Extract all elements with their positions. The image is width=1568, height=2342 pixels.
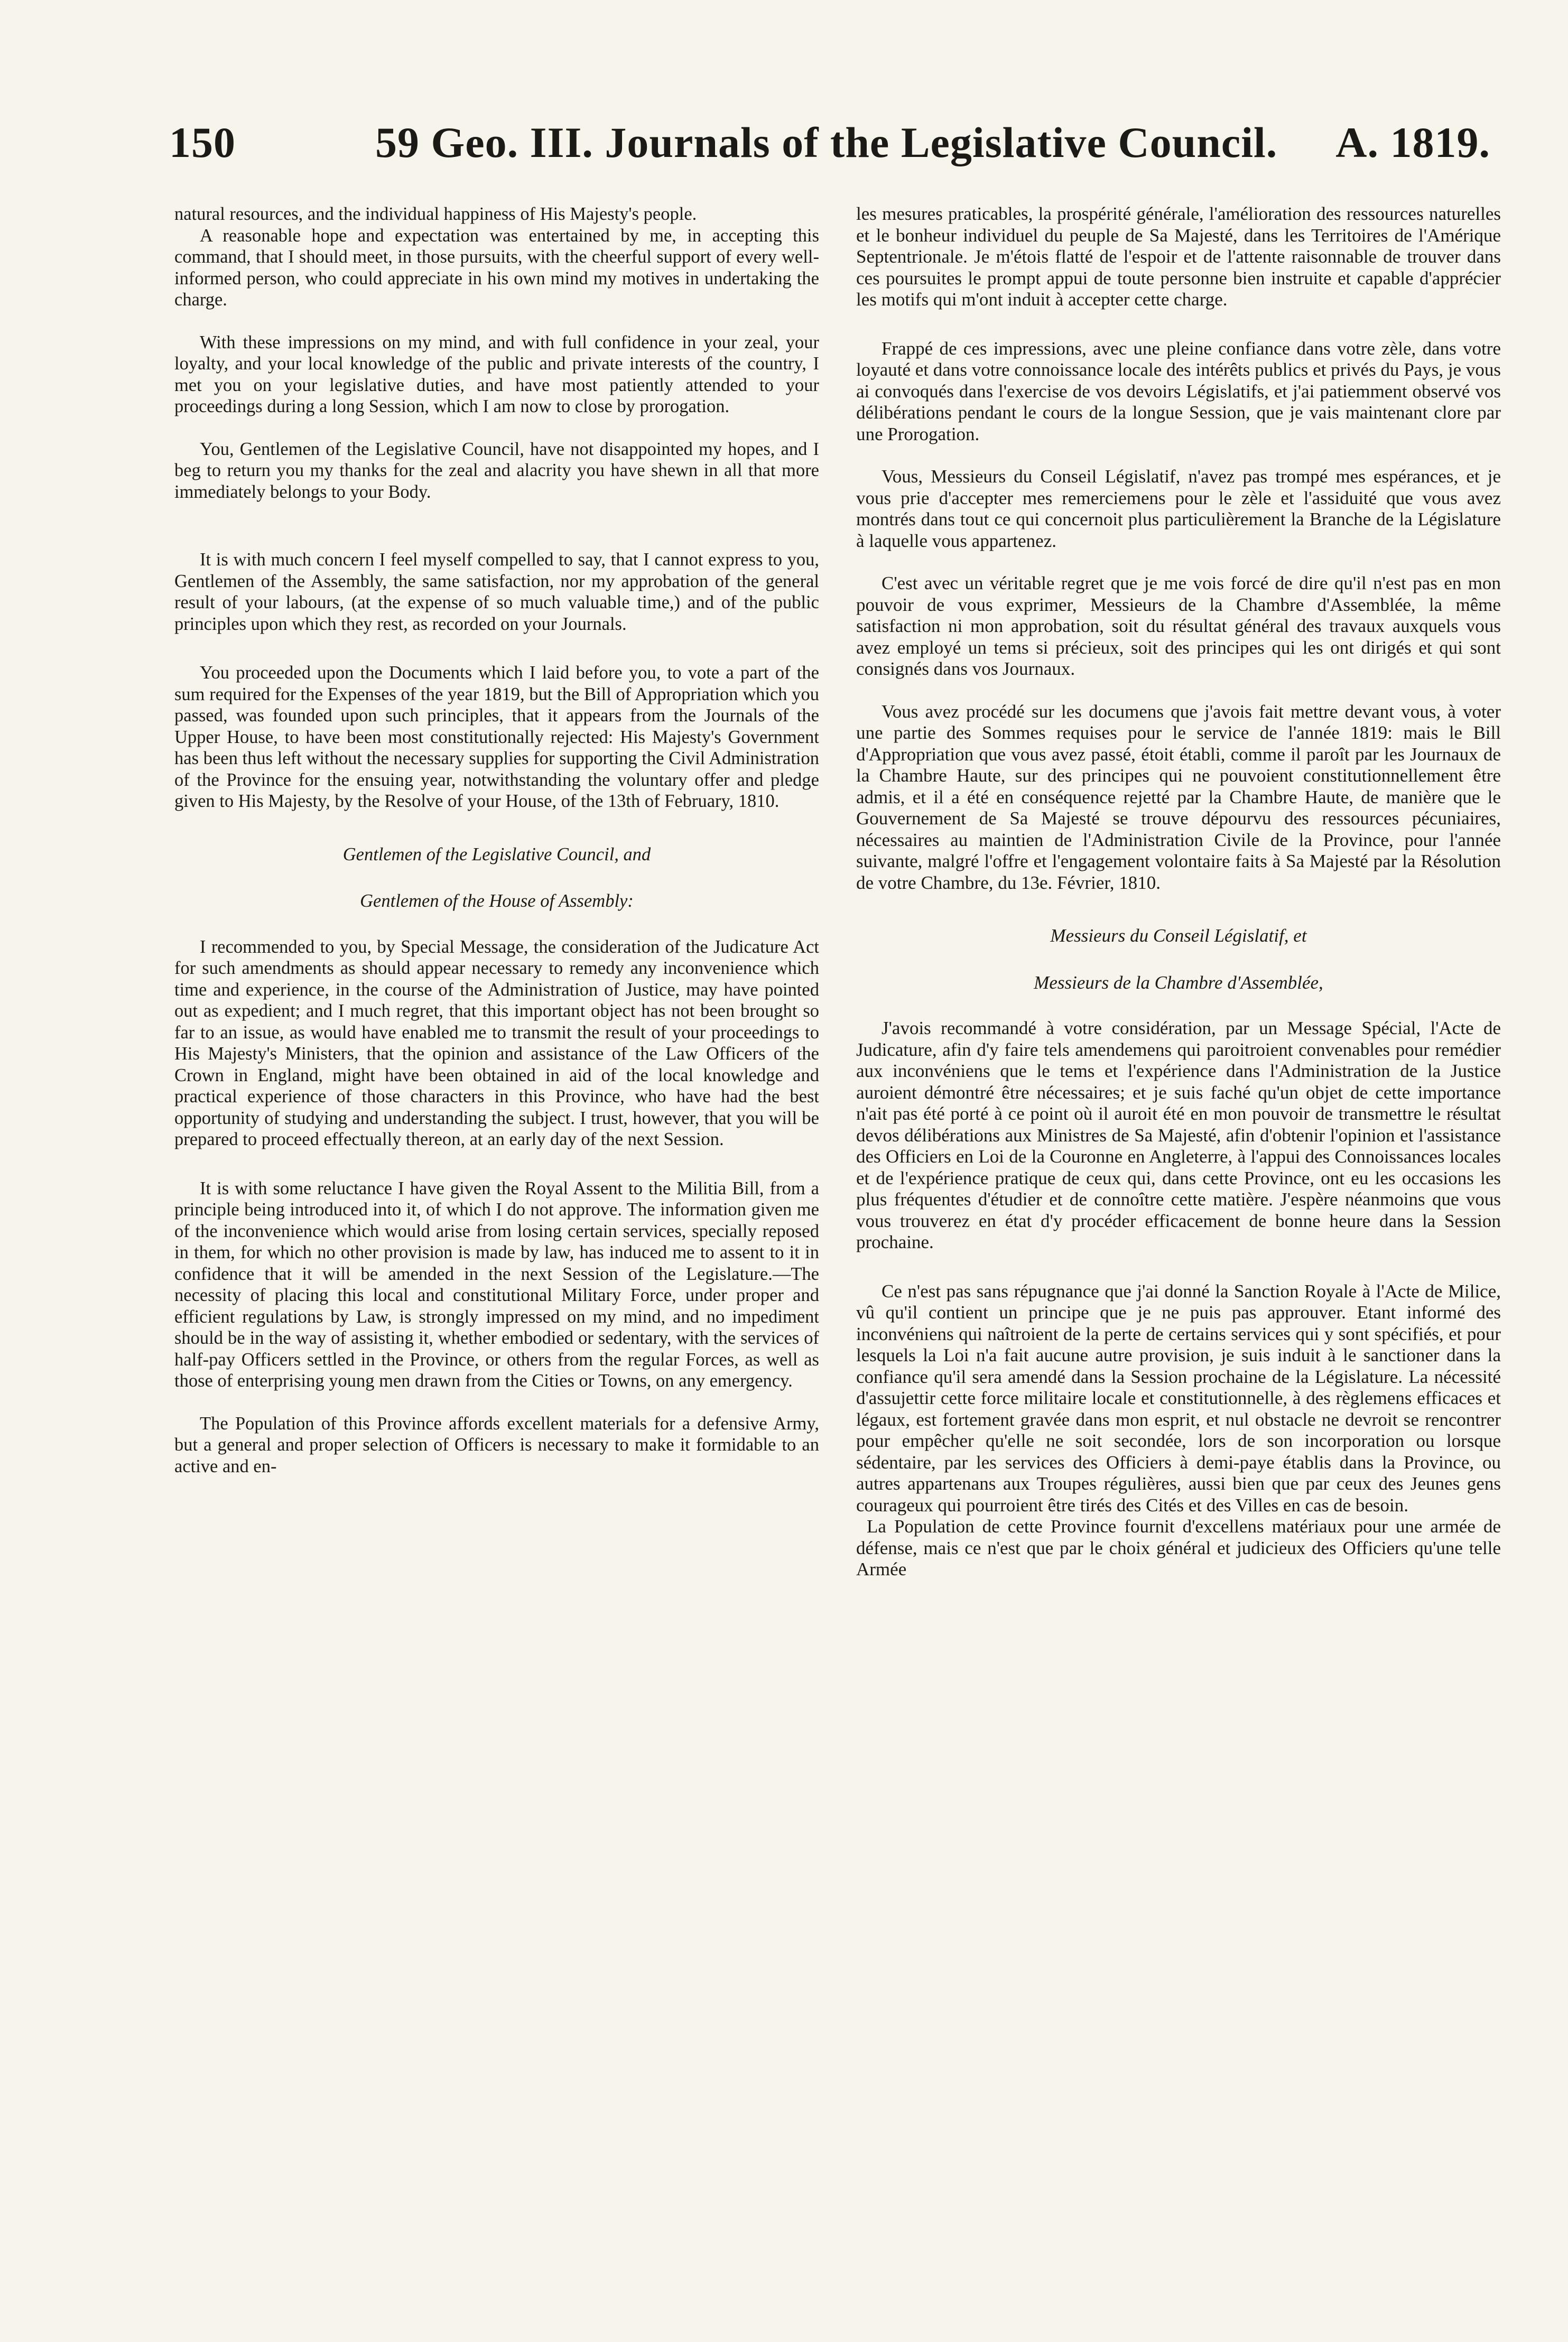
salutation-council: Messieurs du Conseil Législatif, et <box>1050 925 1307 946</box>
paragraph: Frappé de ces impressions, avec une pleine confiance dans votre zèle, dans votre loyauté et dans votre connoissance locale des intérêts publics et privés du Pays, je vous ai convoqués dans l'exercise de vos devoirs Législatifs, et j'ai patiemment observé vos délibérations pendant le cours de la longue Session, que je vais maintenant clore par une Prorogation. <box>856 338 1501 444</box>
paragraph: Ce n'est pas sans répugnance que j'ai donné la Sanction Royale à l'Acte de Milice, vû qu'il contient un principe que je ne puis pas approuver. Etant informé des inconvéniens qui naîtroient de la perte de certains services qui y sont spécifiés, et pour lesquels la Loi n'a fait aucune autre provision, je suis induit à le sanctioner dans la confiance qu'il sera amendé dans la Session prochaine de la Législature. La nécessité d'assujettir cette force militaire locale et constitutionnelle, à des règlemens efficaces et légaux, est fortement gravée dans mon esprit, et nul obstacle ne devroit se rencontrer pour empêcher qu'elle ne soit secondée, lors de son incorporation ou lorsque sédentaire, par les services des Officiers à demi-paye établis dans la Province, ou autres appartenans aux Troupes régulières, aussi bien que par ceux des Jeunes gens courageux qui pourroient être tirés des Cités et des Villes en cas de besoin. <box>856 1280 1501 1516</box>
paragraph: Vous, Messieurs du Conseil Législatif, n'avez pas trompé mes espérances, et je vous prie d'accepter mes remerciemens pour le zèle et l'assiduité que vous avez montrés dans tout ce qui concernoit plus particulièrement la Branche de la Législature à laquelle vous appartenez. <box>856 466 1501 551</box>
paragraph: You, Gentlemen of the Legislative Council, have not disappointed my hopes, and I beg to return you my thanks for the zeal and alacrity you have shewn in all that more immediately belongs to your Body. <box>174 439 819 502</box>
page-number: 150 <box>169 118 236 166</box>
paragraph: It is with much concern I feel myself compelled to say, that I cannot express to you, Gentlemen of the Assembly, the same satisfaction, nor my approbation of the general result of your labours, (at the expense of so much valuable time,) and of the public principles upon which they rest, as recorded on your Journals. <box>174 550 819 634</box>
paragraph: La Population de cette Province fournit d'excellens matériaux pour une armée de défense, mais ce n'est que par le choix général et judicieux des Officiers qu'une telle Armée <box>856 1516 1501 1579</box>
paragraph: C'est avec un véritable regret que je me vois forcé de dire qu'il n'est pas en mon pouvoir de vous exprimer, Messieurs de la Chambre d'Assemblée, la même satisfaction ni mon approbation, soit du résultat général des travaux auxquels vous avez employé un tems si précieux, soit des principes qui les ont dirigés et qui sont consignés dans vos Journaux. <box>856 573 1501 679</box>
english-column <box>174 203 819 1477</box>
paragraph: It is with some reluctance I have given the Royal Assent to the Militia Bill, from a principle being introduced into it, of which I do not approve. The information given me of the inconvenience which would arise from losing certain services, specially reposed in them, for which no other provision is made by law, has induced me to assent to it in confidence that it will be amended in the next Session of the Legislature.—The necessity of placing this local and constitutional Military Force, under proper and efficient regulations by Law, is strongly impressed on my mind, and no impediment should be in the way of assisting it, whether embodied or sedentary, with the services of half-pay Officers settled in the Province, or others from the regular Forces, as well as those of enterprising young men drawn from the Cities or Towns, on any emergency. <box>174 1178 819 1391</box>
paragraph: natural resources, and the individual happiness of His Majesty's people. <box>174 204 697 224</box>
paragraph: You proceeded upon the Documents which I laid before you, to vote a part of the sum required for the Expenses of the year 1819, but the Bill of Appropriation which you passed, was founded upon such principles, that it appears from the Journals of the Upper House, to have been most constitutionally rejected: His Majesty's Government has been thus left without the necessary supplies for supporting the Civil Administration of the Province for the ensuing year, notwithstanding the voluntary offer and pledge given to His Majesty, by the Resolve of your House, of the 13th of February, 1810. <box>174 663 819 811</box>
salutation-assembly: Gentlemen of the House of Assembly: <box>360 891 634 911</box>
paragraph: J'avois recommandé à votre considération, par un Message Spécial, l'Acte de Judicature, afin d'y faire tels amendemens qui paroitroient convenables pour remédier aux inconvéniens que le tems et l'expérience dans l'Administration de la Justice auroient démontré être nécessaires; et je suis faché qu'un objet de cette importance n'ait pas été porté à ce point où il auroit été en mon pouvoir de transmettre le résultat devos délibérations aux Ministres de Sa Majesté, afin d'obtenir l'opinion et l'assistance des Officiers en Loi de la Couronne en Angleterre, à l'appui des Connoissances locales et de l'expérience pratique de ceux qui, dans cette Province, ont eu les occasions les plus fréquentes d'étudier et de connoître cette matière. J'espère néanmoins que vous vous trouverez en état d'y procéder efficacement de bonne heure dans la Session prochaine. <box>856 1018 1501 1252</box>
paragraph: les mesures praticables, la prospérité générale, l'amélioration des ressources naturelles et le bonheur individuel du peuple de Sa Majesté, dans les Territoires de l'Amérique Septentrionale. Je m'étois flatté de l'espoir et de l'attente raisonnable de trouver dans ces poursuites le prompt appui de toute personne bien instruite et capable d'apprécier les motifs qui m'ont induit à accepter cette charge. <box>856 203 1501 310</box>
salutation-council: Gentlemen of the Legislative Council, and <box>342 844 651 865</box>
page-year: A. 1819. <box>1335 118 1490 166</box>
paragraph: A reasonable hope and expectation was entertained by me, in accepting this command, that I should meet, in those pursuits, with the cheerful support of every well-informed person, who could appreciate in his own mind my motives in undertaking the charge. <box>174 225 819 310</box>
paragraph: Vous avez procédé sur les documens que j'avois fait mettre devant vous, à voter une partie des Sommes requises pour le service de l'année 1819: mais le Bill d'Appropriation que vous avez passé, étoit établi, comme il paroît par les Journaux de la Chambre Haute, sur des principes qui ne pouvoient constitutionnellement être admis, et il a été en conséquence rejetté par la Chambre Haute, de manière que le Gouvernement de Sa Majesté se trouve dépourvu des ressources pécuniaires, nécessaires au maintien de l'Administration Civile de la Province, pour l'année suivante, malgré l'offre et l'engagement volontaire faits à Sa Majesté par la Résolution de votre Chambre, du 13e. Février, 1810. <box>856 701 1501 893</box>
salutation-assembly: Messieurs de la Chambre d'Assemblée, <box>1034 972 1323 993</box>
page-header <box>169 114 1490 172</box>
running-title: 59 Geo. III. Journals of the Legislative Council. <box>375 118 1278 166</box>
french-column <box>856 203 1501 1581</box>
paragraph: I recommended to you, by Special Message, the consideration of the Judicature Act for such amendments as should appear necessary to remedy any inconvenience which time and experience, in the course of the Administration of Justice, may have pointed out as expedient; and I much regret, that this important object has not been brought so far to an issue, as would have enabled me to transmit the result of your proceedings to His Majesty's Ministers, that the opinion and assistance of the Law Officers of the Crown in England, might have been obtained in aid of the local knowledge and practical experience of those characters in this Province, who have had the best opportunity of studying and understanding the subject. I trust, however, that you will be prepared to proceed effectually thereon, at an early day of the next Session. <box>174 936 819 1149</box>
paragraph: With these impressions on my mind, and with full confidence in your zeal, your loyalty, and your local knowledge of the public and private interests of the country, I met you on your legislative duties, and have most patiently attended to your proceedings during a long Session, which I am now to close by prorogation. <box>174 332 819 416</box>
paragraph: The Population of this Province affords excellent materials for a defensive Army, but a general and proper selection of Officers is necessary to make it formidable to an active and en- <box>174 1413 819 1476</box>
